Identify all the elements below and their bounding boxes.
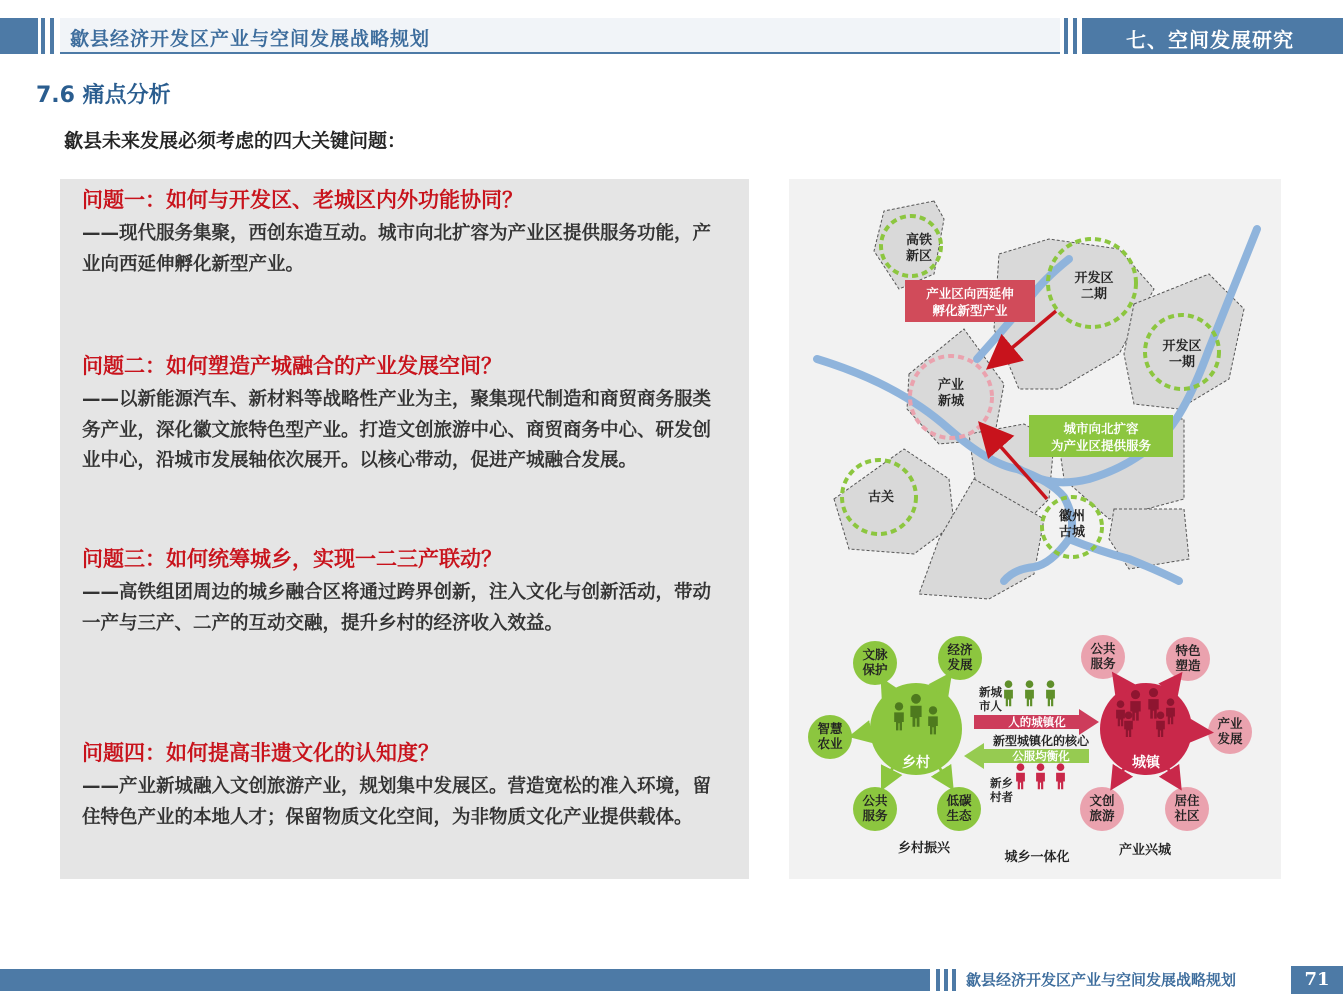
- rural-hub-label: 乡村: [902, 755, 930, 771]
- question-title: 问题一：如何与开发区、老城区内外功能协同？: [82, 188, 523, 212]
- label-gaotie: 高铁: [905, 233, 933, 248]
- question-title: 问题二：如何塑造产城融合的产业发展空间？: [82, 354, 502, 378]
- rural-node-3a: 智慧: [817, 721, 843, 736]
- question-body: ——高铁组团周边的城乡融合区将通过跨界创新，注入文化与创新活动，带动一产与三产、二产的互动交融，提升乡村的经济收入效益。: [82, 582, 712, 634]
- header-title: 歙县经济开发区产业与空间发展战略规划: [70, 28, 431, 50]
- new-citizen-2: 市人: [979, 699, 1002, 713]
- spatial-map: [789, 179, 1281, 879]
- chapter-banner: [1082, 18, 1343, 54]
- question-block: [82, 544, 727, 639]
- new-villager-2: 村者: [990, 790, 1013, 804]
- page-number: 71: [1291, 966, 1343, 994]
- rural-node-5b: 生态: [946, 808, 972, 823]
- urban-node-4a: 文创: [1089, 793, 1115, 808]
- urban-node-5a: 居住: [1174, 793, 1200, 808]
- svg-text:为产业区提供服务: 为产业区提供服务: [1050, 438, 1152, 453]
- question-block: [82, 738, 727, 833]
- urban-rural-integration: 城乡一体化: [1004, 850, 1070, 865]
- section-title: 7.6 痛点分析: [36, 83, 171, 108]
- chapter-title: 七、空间发展研究: [1126, 28, 1294, 52]
- rural-node-5a: 低碳: [946, 793, 972, 808]
- intro-text: 歙县未来发展必须考虑的四大关键问题：: [64, 130, 407, 152]
- rural-node-1a: 文脉: [862, 647, 888, 662]
- callout-west: [905, 280, 1035, 322]
- question-block: [82, 185, 727, 280]
- label-chanye-2: 新城: [937, 394, 965, 409]
- footer-stripes: [936, 969, 956, 991]
- rural-revitalization: 乡村振兴: [897, 841, 951, 856]
- urban-node-3a: 产业: [1217, 716, 1243, 731]
- arrow-top-label: 人的城镇化: [1008, 715, 1066, 729]
- question-block: [82, 351, 727, 477]
- svg-text:城市向北扩容: 城市向北扩容: [1063, 421, 1139, 436]
- label-chanye: 产业: [937, 378, 965, 393]
- rural-node-4b: 服务: [862, 808, 888, 823]
- question-title: 问题三：如何统筹城乡，实现一二三产联动？: [82, 547, 502, 571]
- header-stripes-left: [41, 18, 54, 54]
- urban-node-3b: 发展: [1217, 731, 1243, 746]
- header-title-box: [60, 18, 1060, 54]
- new-citizen-1: 新城: [979, 685, 1002, 699]
- label-kfq1: 开发区: [1162, 339, 1202, 354]
- question-title: 问题四：如何提高非遗文化的认知度？: [82, 741, 439, 765]
- core-label: 新型城镇化的核心: [992, 734, 1090, 748]
- rural-node-4a: 公共: [862, 793, 888, 808]
- land-parcels: [834, 201, 1244, 599]
- label-gaotie-2: 新区: [905, 249, 933, 264]
- new-villager-1: 新乡: [990, 776, 1013, 790]
- urban-node-1a: 公共: [1090, 641, 1116, 656]
- rural-node-1b: 保护: [862, 662, 888, 677]
- svg-text:产业区向西延伸: 产业区向西延伸: [926, 286, 1014, 301]
- rural-node-2b: 发展: [947, 657, 973, 672]
- question-body: ——现代服务集聚，西创东造互动。城市向北扩容为产业区提供服务功能，产业向西延伸孵化新型产业。: [82, 223, 712, 275]
- rural-node-2a: 经济: [947, 642, 973, 657]
- urban-hub-label: 城镇: [1132, 755, 1160, 771]
- header-left-block: [0, 18, 38, 54]
- urban-node-1b: 服务: [1090, 656, 1116, 671]
- questions-panel: [60, 179, 749, 879]
- arrow-bottom-label: 公服均衡化: [1012, 749, 1070, 763]
- callout-north: [1029, 415, 1173, 457]
- spatial-map-panel: [789, 179, 1281, 879]
- label-huizhou: 徽州: [1058, 509, 1086, 524]
- label-kfq2-2: 二期: [1080, 287, 1108, 302]
- industry-city: 产业兴城: [1118, 843, 1172, 858]
- question-body: ——以新能源汽车、新材料等战略性产业为主，聚集现代制造和商贸商务服类务产业，深化徽文旅特色型产业。打造文创旅游中心、商贸商务中心、研发创业中心，沿城市发展轴依次展开。以核心带动，促进产城融合发展。: [82, 389, 712, 471]
- svg-text:孵化新型产业: 孵化新型产业: [932, 303, 1008, 318]
- question-body: ——产业新城融入文创旅游产业，规划集中发展区。营造宽松的准入环境，留住特色产业的本地人才；保留物质文化空间，为非物质文化产业提供载体。: [82, 776, 712, 828]
- urban-rural-diagram: [808, 635, 1252, 865]
- urban-node-2a: 特色: [1175, 643, 1201, 658]
- urban-node-2b: 塑造: [1175, 658, 1201, 673]
- rural-node-3b: 农业: [817, 736, 843, 751]
- footer-bar: [0, 969, 930, 991]
- label-kfq2: 开发区: [1074, 271, 1114, 286]
- urban-node-4b: 旅游: [1089, 808, 1115, 823]
- label-kfq1-2: 一期: [1168, 355, 1196, 370]
- label-guguan: 古关: [867, 490, 895, 505]
- label-huizhou-2: 古城: [1058, 525, 1086, 540]
- footer-title: 歙县经济开发区产业与空间发展战略规划: [966, 971, 1237, 989]
- urban-node-5b: 社区: [1174, 808, 1200, 823]
